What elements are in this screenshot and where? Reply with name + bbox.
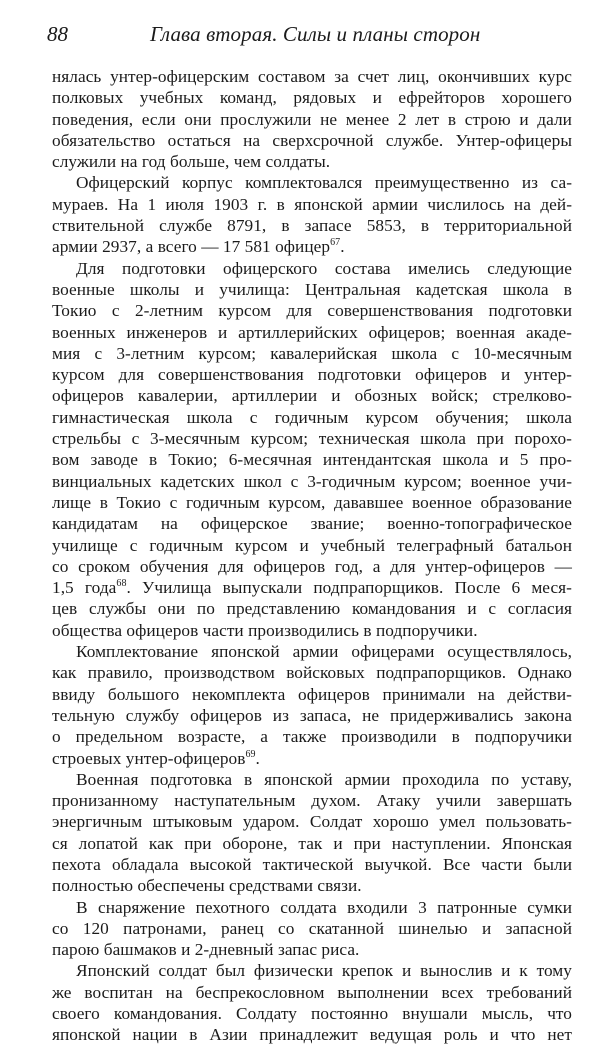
text-line: офицеров кавалерии, артиллерии и обозных войск; стрелково-	[52, 386, 572, 406]
text-line: со сроком обучения для офицеров год, а для унтер-офицеров —	[52, 556, 572, 576]
text-line: Офицерский корпус комплектовался преимущественно из са-	[76, 173, 572, 193]
text-line: ся лопатой как при обороне, так и при наступлении. Японская	[52, 833, 572, 853]
text-fragment: армии 2937, а всего — 17 581 офицер	[52, 237, 331, 257]
text-line: же воспитан на беспрекословном выполнении всех требований	[52, 982, 572, 1002]
paragraph-6	[52, 897, 572, 961]
text-line: полковых учебных команд, рядовых и ефрейторов хорошего	[52, 88, 572, 108]
paragraph-1	[52, 66, 572, 172]
text-line: Токио с 2-летним курсом для совершенствования подготовки	[52, 301, 572, 321]
text-line: Комплектование японской армии офицерами осуществлялось,	[76, 642, 572, 662]
text-line: кандидатам на офицерское звание; военно-топографическое	[52, 514, 572, 534]
text-line: обязательство остаться на сверхсрочной службе. Унтер-офицеры	[52, 130, 572, 150]
text-line: со 120 патронами, ранец со скатанной шинелью и запасной	[52, 918, 572, 938]
text-line: гимнастическая школа с годичным курсом обучения; школа	[52, 407, 572, 427]
text-fragment: цев	[52, 599, 78, 619]
text-line: служили на год больше, чем солдаты.	[52, 152, 331, 172]
text-line: как правило, производством войсковых подпрапорщиков. Однако	[52, 663, 572, 683]
text-line: ввиду большого некомплекта офицеров принимали на действи-	[52, 684, 572, 704]
running-title: Глава вторая. Силы и планы сторон	[150, 22, 481, 46]
paragraph-3	[52, 258, 572, 641]
text-line	[52, 577, 572, 598]
page-header	[0, 14, 600, 48]
text-line: общества офицеров части производились в подпоручики.	[52, 620, 478, 640]
text-line	[52, 236, 572, 257]
text-fragment: строевых унтер-офицеров	[52, 748, 246, 768]
text-line	[52, 598, 572, 619]
text-line: винциальных кадетских школ с 3-годичным курсом; военное учи-	[52, 471, 572, 491]
text-line: курсом для совершенствования подготовки офицеров и унтер-	[52, 365, 572, 385]
text-line: поведения, если они прослужили не менее 2 лет в строю и дали	[52, 109, 572, 129]
text-line: военные школы и училища: Центральная кадетская школа в	[52, 279, 572, 299]
page-number: 88	[47, 22, 68, 46]
text-line: пронизанному наступательным духом. Атаку учили завершать	[52, 791, 572, 811]
text-fragment: службы они по представлению командования и с согласия	[89, 599, 572, 619]
text-line: училище с годичным курсом и учебный телеграфный батальон	[52, 535, 572, 555]
paragraph-7	[52, 960, 572, 1045]
text-fragment: .	[255, 748, 260, 768]
text-line: Для подготовки офицерского состава имелись следующие	[76, 258, 572, 278]
text-line: парою башмаков и 2-дневный запас риса.	[52, 940, 360, 960]
text-line: тельную службу офицеров из запаса, не придерживались закона	[52, 705, 572, 725]
text-line: энергичным штыковым ударом. Солдат хорошо умел пользовать-	[52, 812, 572, 832]
text-line: полностью обеспечены средствами связи.	[52, 876, 362, 896]
footnote-ref-68[interactable]: 68	[116, 578, 127, 590]
body-text	[52, 66, 572, 1046]
paragraph-4	[52, 641, 572, 769]
text-fragment: . Училища выпускали подпрапорщиков. После 6 меся-	[126, 578, 572, 598]
text-line: нялась унтер-офицерским составом за счет лиц, окончивших курс	[52, 67, 572, 86]
text-line: ствительной службе 8791, в запасе 5853, в территориальной	[52, 216, 572, 236]
footnote-ref-67[interactable]: 67	[330, 237, 341, 249]
text-line: своего командования. Солдату постоянно внушали мысль, что	[52, 1004, 572, 1024]
text-line: мураев. На 1 июля 1903 г. в японской армии числилось на дей-	[52, 194, 572, 214]
text-line: Японский солдат был физически крепок и вынослив и к тому	[76, 961, 572, 981]
paragraph-2	[52, 172, 572, 257]
text-line: японской нации в Азии принадлежит ведущая роль и что нет	[52, 1025, 572, 1045]
text-fragment: .	[340, 237, 345, 257]
text-line: пехота обладала высокой тактической выучкой. Все части были	[52, 854, 572, 874]
text-line: В снаряжение пехотного солдата входили 3 патронные сумки	[76, 897, 572, 917]
text-line	[52, 748, 572, 769]
text-line: Военная подготовка в японской армии проходила по уставу,	[76, 769, 572, 789]
text-line: лище в Токио с годичным курсом, дававшее военное образование	[52, 492, 572, 512]
text-line: мия с 3-летним курсом; кавалерийская школа с 10-месячным	[52, 343, 572, 363]
text-line: стрельбы с 3-месячным курсом; техническая школа при порохо-	[52, 429, 572, 449]
footnote-ref-69[interactable]: 69	[245, 748, 256, 760]
paragraph-5	[52, 769, 572, 897]
text-line: о предельном возрасте, а также производили в подпоручики	[52, 727, 572, 747]
text-line: вом заводе в Токио; 6-месячная интендантская школа и 5 про-	[52, 450, 572, 470]
text-fragment: 1,5 года	[52, 578, 117, 598]
text-line: военных инженеров и артиллерийских офицеров; военная акаде-	[52, 322, 572, 342]
